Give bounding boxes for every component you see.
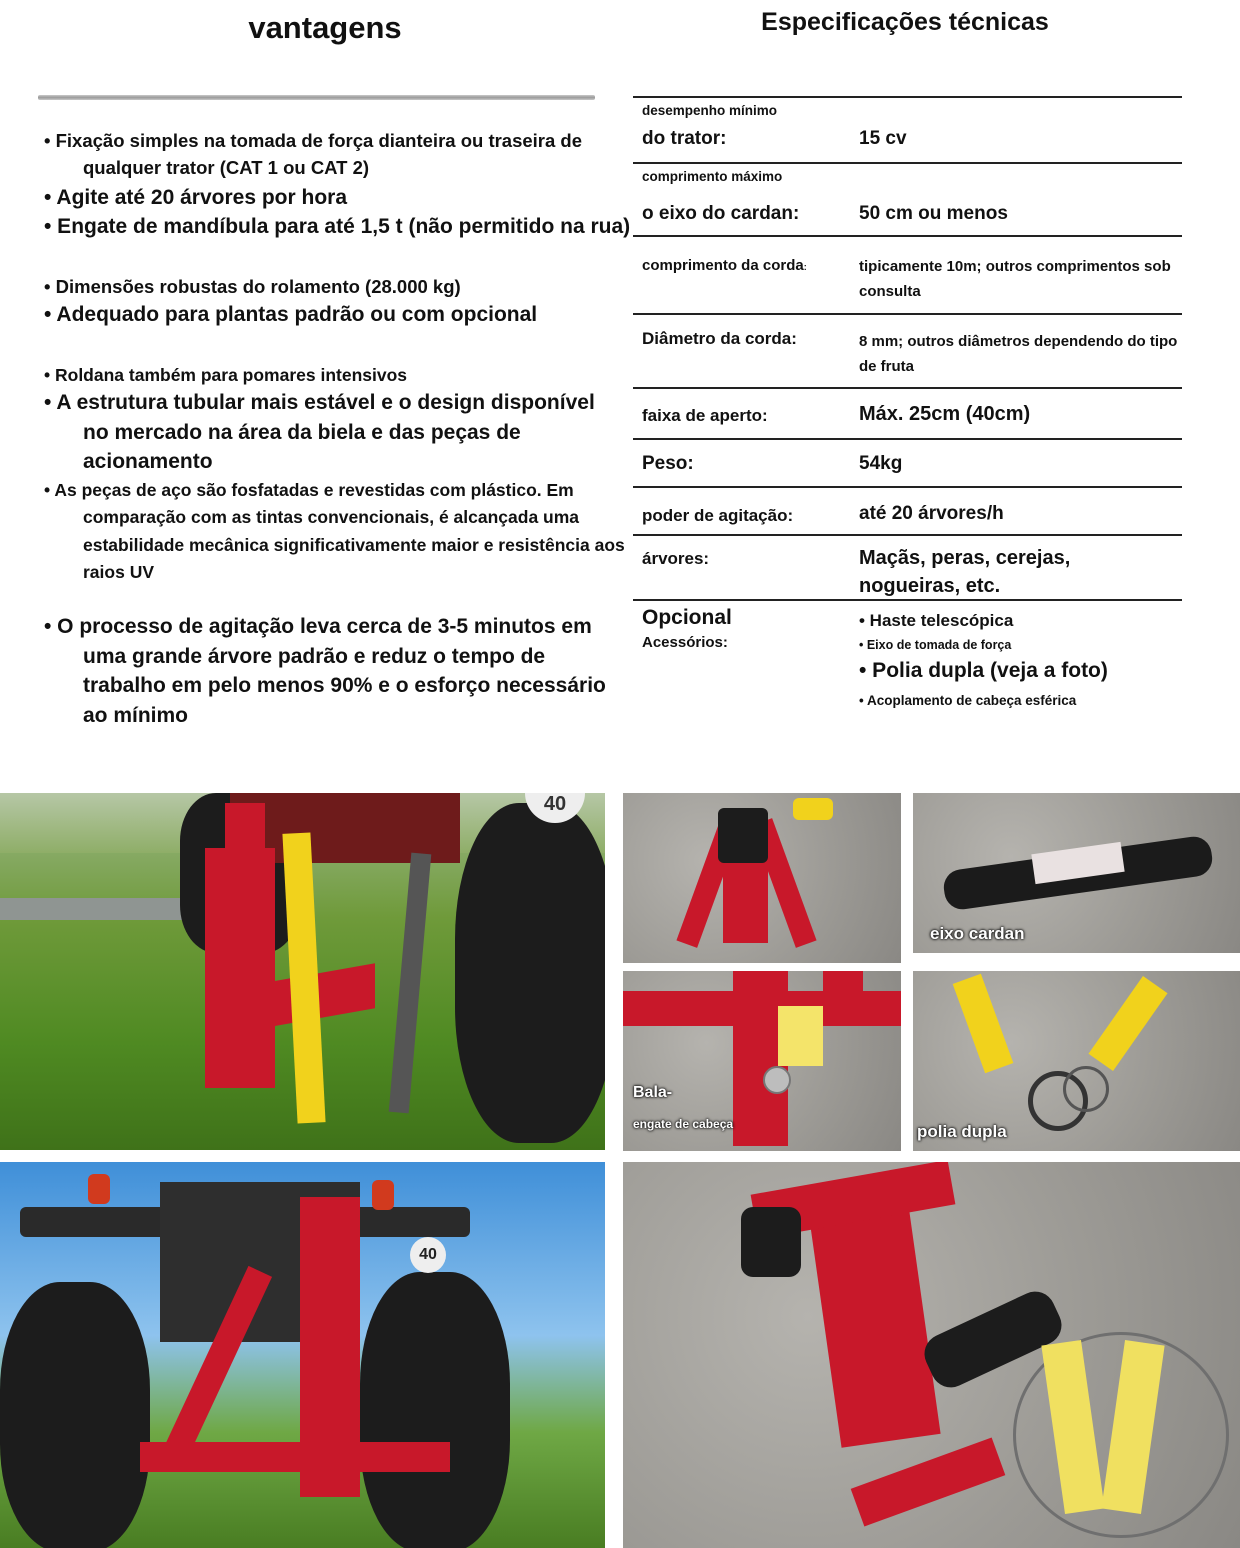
cable-coil [1063, 1066, 1109, 1112]
shaker-frame [851, 1438, 1006, 1527]
spec-value: Maçãs, peras, cerejas, nogueiras, etc. [859, 547, 1071, 597]
spec-divider [633, 313, 1182, 315]
yellow-strap [953, 974, 1014, 1074]
spec-divider [633, 438, 1182, 440]
ball-head [763, 1066, 791, 1094]
advantage-item: • O processo de agitação leva cerca de 3-5 minutos em uma grande árvore padrão e reduz o tempo de trabalho em pelo menos 90% e o esforço necessário ao mínimo [44, 615, 606, 727]
shaker-frame [205, 848, 275, 1088]
jaw-clamp [718, 808, 768, 863]
photo-shaker-kit [623, 1162, 1240, 1548]
advantage-item: • As peças de aço são fosfatadas e revestidas com plástico. Em comparação com as tintas convencionais, é alcançada uma estabilidade mecânica significativamente maior e resistência aos raios UV [44, 480, 625, 582]
accessory-item: • Haste telescópica [859, 611, 1014, 630]
spec-label: Diâmetro da corda: [642, 329, 797, 348]
spec-label: Opcional [642, 606, 732, 629]
spec-label: árvores: [642, 549, 710, 568]
photo-cardan-shaft [913, 793, 1240, 953]
tractor-tire [360, 1272, 510, 1548]
spec-divider [633, 162, 1182, 164]
yellow-strap [793, 798, 833, 820]
pulley-caption: polia dupla [917, 1122, 1007, 1141]
spec-divider [633, 486, 1182, 488]
spec-label-small: desempenho mínimo [642, 103, 778, 118]
spec-label: faixa de aperto: [642, 406, 768, 425]
fender [20, 1207, 170, 1237]
photo-double-pulley [913, 971, 1240, 1151]
frame-post [823, 971, 863, 1011]
advantage-item: • A estrutura tubular mais estável e o design disponível no mercado na área da biela e das peças de acionamento [44, 391, 595, 473]
spec-label-small: Acessórios: [642, 634, 728, 651]
tail-light [88, 1174, 110, 1204]
spec-label: Peso: [642, 453, 694, 474]
spec-value: 15 cv [859, 128, 907, 149]
spec-label: o eixo do cardan: [642, 203, 800, 224]
accessory-item: • Polia dupla (veja a foto) [859, 659, 1108, 682]
photo-tractor-rear [0, 1162, 605, 1548]
speed-sign: 40 [410, 1237, 446, 1273]
advantages-title: vantagens [248, 10, 402, 45]
speed-sign: 40 [525, 793, 585, 823]
chain [389, 853, 432, 1114]
spec-divider [633, 387, 1182, 389]
shaker-frame [225, 803, 265, 863]
photo-shaker-on-tractor [0, 793, 605, 1150]
advantages-divider [38, 95, 595, 100]
jaw-clamp [741, 1207, 801, 1277]
accessory-item: • Eixo de tomada de força [859, 638, 1012, 652]
advantage-item: • Engate de mandíbula para até 1,5 t (não permitido na rua) [44, 215, 631, 238]
ball-caption-line2: engate de cabeça [633, 1117, 734, 1131]
spec-divider [633, 534, 1182, 536]
spec-label-small: comprimento máximo [642, 169, 783, 184]
spec-divider [633, 235, 1182, 237]
advantage-item: • Roldana também para pomares intensivos [44, 365, 408, 385]
spec-divider [633, 96, 1182, 98]
spec-value: 8 mm; outros diâmetros dependendo do tipo de fruta [859, 333, 1178, 375]
cardan-caption: eixo cardan [930, 924, 1025, 943]
yellow-strap [1088, 976, 1167, 1071]
spec-value: Máx. 25cm (40cm) [859, 403, 1031, 425]
advantage-item: • Fixação simples na tomada de força dianteira ou traseira de qualquer trator (CAT 1 ou CAT 2) [44, 130, 583, 178]
accessory-item: • Acoplamento de cabeça esférica [859, 693, 1077, 708]
shaker-frame [140, 1442, 450, 1472]
tractor-tire [455, 803, 605, 1143]
tail-light [372, 1180, 394, 1210]
spec-label: do trator: [642, 128, 727, 149]
spec-value: 54kg [859, 453, 903, 474]
tractor-tire [0, 1282, 150, 1548]
specs-title: Especificações técnicas [761, 8, 1049, 36]
spec-value: 50 cm ou menos [859, 203, 1008, 224]
spec-value: tipicamente 10m; outros comprimentos sob consulta [859, 258, 1171, 300]
spec-label: poder de agitação: [642, 506, 794, 525]
advantage-item: • Dimensões robustas do rolamento (28.000 kg) [44, 276, 461, 297]
spec-label: comprimento da corda: [642, 257, 807, 274]
photo-frame-top [623, 793, 901, 963]
ball-caption-line1: Bala- [633, 1084, 673, 1101]
advantage-item: • Agite até 20 árvores por hora [44, 186, 348, 209]
spec-value: até 20 árvores/h [859, 503, 1004, 524]
photo-ball-coupling [623, 971, 901, 1151]
spec-divider [633, 599, 1182, 601]
warning-sticker [778, 1006, 823, 1066]
advantage-item: • Adequado para plantas padrão ou com opcional [44, 303, 538, 326]
